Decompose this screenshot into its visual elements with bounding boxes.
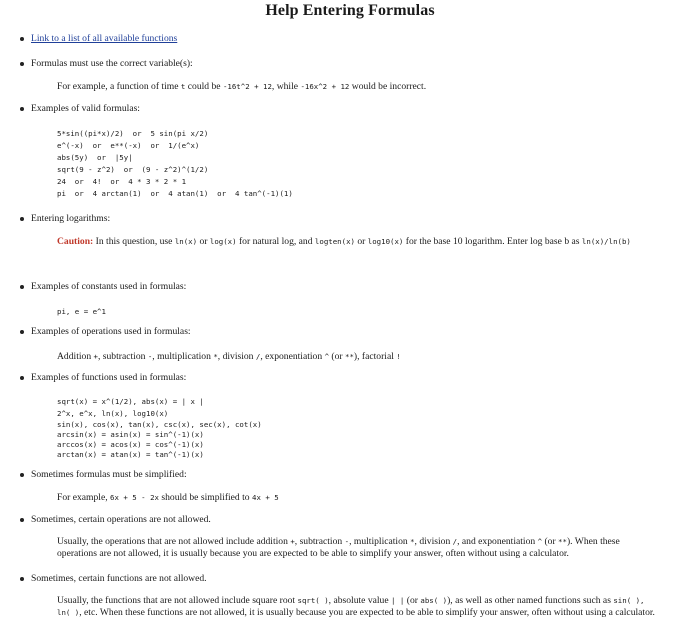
bullet (20, 473, 24, 477)
bullet (20, 285, 24, 289)
logarithm-caution: Caution: In this question, use ln(x) or log(x) for natural log, and logten(x) or log10(x) for the base 10 logarithm. Enter log base b as ln(x)/ln(b) (57, 236, 631, 247)
caution-label: Caution: (57, 236, 94, 247)
bullet (20, 376, 24, 380)
function-example: 2^x, e^x, ln(x), log10(x) (57, 409, 169, 418)
formula-example: 5*sin((pi*x)/2) or 5 sin(pi x/2) (57, 129, 209, 138)
section-heading: Sometimes, certain operations are not allowed. (31, 514, 211, 525)
bullet (20, 37, 24, 41)
function-example: sin(x), cos(x), tan(x), csc(x), sec(x), cot(x) (57, 420, 262, 429)
section-heading: Sometimes formulas must be simplified: (31, 469, 187, 480)
function-example: arcsin(x) = asin(x) = sin^(-1)(x) (57, 430, 204, 439)
formula-example: pi or 4 arctan(1) or 4 atan(1) or 4 tan^(-1)(1) (57, 189, 293, 198)
section-heading: Sometimes, certain functions are not allowed. (31, 573, 207, 584)
page-title: Help Entering Formulas (265, 2, 435, 19)
section-heading: Examples of functions used in formulas: (31, 372, 187, 383)
section-heading: Examples of constants used in formulas: (31, 281, 187, 292)
bullet (20, 217, 24, 221)
bullet (20, 107, 24, 111)
formula-example: e^(-x) or e**(-x) or 1/(e^x) (57, 141, 200, 150)
section-heading: Examples of operations used in formulas: (31, 326, 191, 337)
formula-example: sqrt(9 - z^2) or (9 - z^2)^(1/2) (57, 165, 209, 174)
bullet (20, 62, 24, 66)
section-heading: Examples of valid formulas: (31, 103, 140, 114)
bullet (20, 577, 24, 581)
bullet (20, 518, 24, 522)
operations-example: Addition +, subtraction -, multiplication *, division /, exponentiation ^ (or **), factorial ! (57, 351, 401, 362)
function-example: arctan(x) = atan(x) = tan^(-1)(x) (57, 450, 204, 459)
simplified-example: For example, 6x + 5 - 2x should be simplified to 4x + 5 (57, 492, 279, 503)
function-example: arccos(x) = acos(x) = cos^(-1)(x) (57, 440, 204, 449)
functions-not-allowed-text: Usually, the functions that are not allowed include square root sqrt( ), absolute value | | (or abs( )), as well as other named functions such as sin( ), ln( ), etc. When these functions are not allowed, it is usually because you are expected to be able to simplify your answer, often without using a calculator. (57, 595, 655, 618)
constants-example: pi, e = e^1 (57, 307, 106, 316)
variables-example: For example, a function of time t could be -16t^2 + 12, while -16x^2 + 12 would be incorrect. (57, 81, 427, 92)
formula-example: 24 or 4! or 4 * 3 * 2 * 1 (57, 177, 187, 186)
formula-example: abs(5y) or |5y| (57, 153, 133, 162)
function-example: sqrt(x) = x^(1/2), abs(x) = | x | (57, 397, 204, 406)
functions-list-link[interactable]: Link to a list of all available functions (31, 33, 178, 44)
section-heading: Entering logarithms: (31, 213, 111, 224)
operations-not-allowed-text: Usually, the operations that are not allowed include addition +, subtraction -, multiplication *, division /, and exponentiation ^ (or **). When these operations are not allowed, it is usually because you are expected to be able to simplify your answer, often without using a calculator. (57, 536, 620, 559)
section-heading: Formulas must use the correct variable(s): (31, 58, 193, 69)
bullet (20, 330, 24, 334)
